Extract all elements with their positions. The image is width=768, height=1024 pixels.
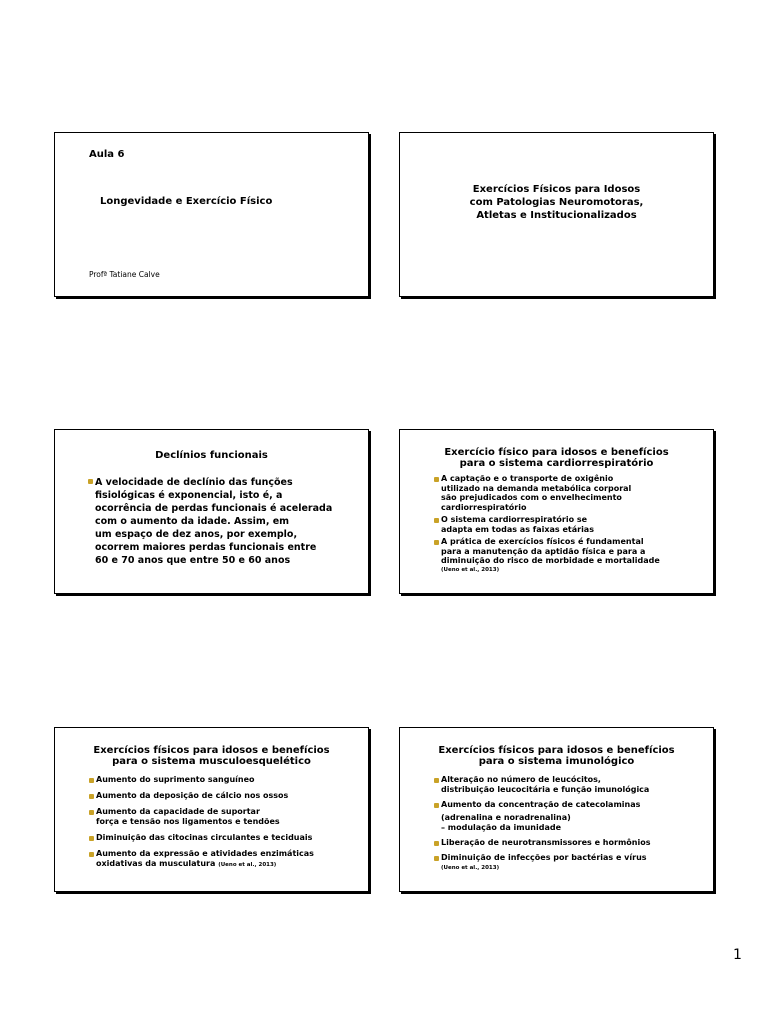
bullet-line: ocorrência de perdas funcionais é acelerada: [95, 503, 333, 514]
bullet-item: [441, 474, 713, 512]
slide-3: [54, 429, 369, 594]
bullet-line: distribuição leucocitária e função imunológica: [441, 785, 650, 794]
bullet-line: Liberação de neurotransmissores e hormônios: [441, 838, 651, 847]
bullet-item: [441, 800, 713, 833]
slide-title: Longevidade e Exercício Físico: [100, 196, 273, 207]
bullet-item: [441, 838, 713, 848]
bullet-item: [96, 833, 368, 843]
bullet-line: A prática de exercícios físicos é fundamental: [441, 537, 644, 546]
bullet-item: [441, 853, 713, 873]
slide-title: [400, 745, 713, 767]
bullet-line: A captação e o transporte de oxigênio: [441, 474, 614, 483]
bullet-line: 60 e 70 anos que entre 50 e 60 anos: [95, 555, 291, 566]
bullet-line: adapta em todas as faixas etárias: [441, 524, 594, 534]
slide-1: [54, 132, 369, 297]
title-line: Declínios funcionais: [155, 450, 268, 461]
bullet-line: Aumento da deposição de cálcio nos ossos: [96, 791, 289, 800]
bullet-line: cardiorrespiratório: [441, 502, 527, 512]
bullet-line: A velocidade de declínio das funções: [95, 477, 293, 488]
bullet-line-text: oxidativas da musculatura: [96, 859, 216, 868]
bullet-line: com o aumento da idade. Assim, em: [95, 516, 290, 527]
slide-2: [399, 132, 714, 297]
bullet-item: [441, 537, 713, 575]
author: Profª Tatiane Calve: [89, 270, 160, 279]
slide-title: [400, 447, 713, 469]
title-line: Exercícios Físicos para Idosos: [472, 184, 641, 195]
title-line: Exercícios físicos para idosos e benefícios: [438, 745, 675, 756]
bullet-line: Diminuição de infecções por bactérias e vírus: [441, 853, 647, 862]
bullet-line: diminuição do risco de morbidade e mortalidade: [441, 556, 660, 565]
bullet-item: [96, 791, 368, 801]
bullet-list: [96, 775, 368, 870]
page-number: 1: [733, 947, 742, 963]
slide-5: [54, 727, 369, 892]
bullet-line: Aumento do suprimento sanguíneo: [96, 775, 255, 784]
lesson-label: Aula 6: [89, 149, 125, 160]
title-line: para o sistema cardiorrespiratório: [459, 458, 654, 469]
bullet-line: para a manutenção da aptidão física e para a: [441, 546, 646, 556]
bullet-line: Alteração no número de leucócitos,: [441, 775, 601, 784]
bullet-line: ocorrem maiores perdas funcionais entre: [95, 542, 317, 553]
bullet-item: [441, 515, 713, 534]
title-line: Atletas e Institucionalizados: [476, 210, 637, 221]
title-line: Exercício físico para idosos e benefícios: [444, 447, 669, 458]
bullet-line: O sistema cardiorrespiratório se: [441, 515, 588, 524]
bullet-line: Diminuição das citocinas circulantes e teciduais: [96, 833, 313, 842]
bullet-item: [441, 775, 713, 795]
bullet-item: [96, 849, 368, 870]
bullet-item: [96, 807, 368, 827]
bullet-list: [95, 476, 368, 567]
bullet-line: utilizado na demanda metabólica corporal: [441, 483, 632, 493]
bullet-item: [95, 476, 368, 567]
slide-title: [55, 450, 368, 461]
citation: (Ueno et al., 2013): [441, 865, 500, 871]
slide-title: [400, 183, 713, 222]
citation: (Ueno et al., 2013): [441, 566, 500, 573]
title-line: com Patologias Neuromotoras,: [469, 197, 644, 208]
bullet-line: Aumento da expressão e atividades enzimáticas: [96, 849, 314, 858]
title-line: Exercícios físicos para idosos e benefícios: [93, 745, 330, 756]
bullet-item: [96, 775, 368, 785]
bullet-line: Aumento da concentração de catecolaminas: [441, 800, 641, 809]
title-line: para o sistema imunológico: [478, 756, 635, 767]
slide-6: [399, 727, 714, 892]
bullet-line: são prejudicados com o envelhecimento: [441, 493, 622, 502]
title-line: para o sistema musculoesquelético: [112, 756, 311, 767]
citation: (Ueno et al., 2013): [218, 862, 277, 868]
bullet-line: um espaço de dez anos, por exemplo,: [95, 529, 298, 540]
bullet-list: [441, 775, 713, 873]
bullet-line: (adrenalina e noradrenalina): [441, 813, 571, 822]
bullet-line: – modulação da imunidade: [441, 823, 561, 832]
bullet-line: [96, 859, 368, 870]
slide-4: [399, 429, 714, 594]
bullet-list: [441, 474, 713, 575]
bullet-line: fisiológicas é exponencial, isto é, a: [95, 490, 283, 501]
bullet-line: Aumento da capacidade de suportar: [96, 807, 260, 816]
bullet-line: força e tensão nos ligamentos e tendões: [96, 817, 280, 826]
slide-title: [55, 745, 368, 767]
